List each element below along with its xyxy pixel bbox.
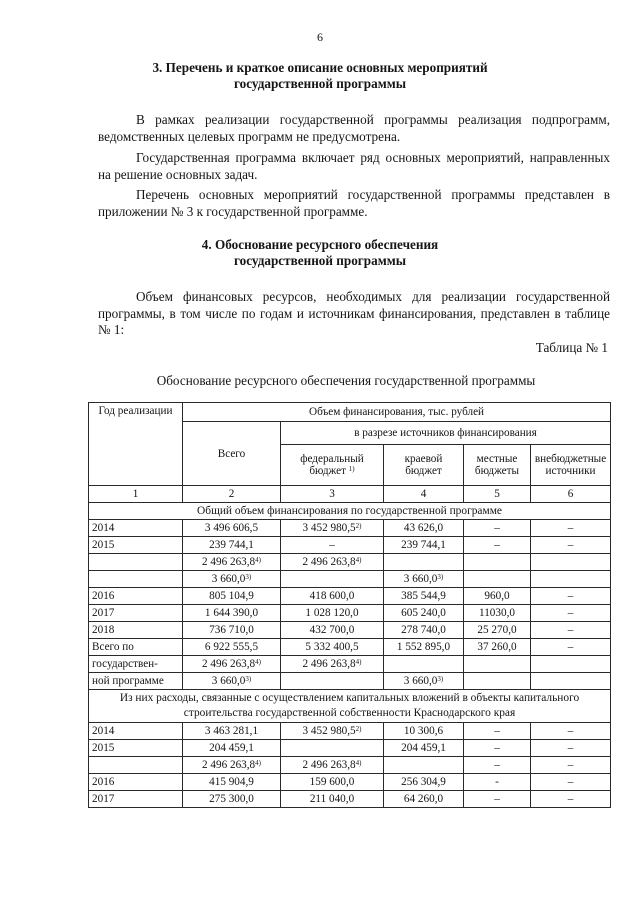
cell-federal-value: 5 332 400,5 bbox=[305, 641, 359, 653]
header-year: Год реализации bbox=[89, 403, 183, 486]
cell-regional-value: 385 544,9 bbox=[401, 590, 446, 602]
section-3-title-line1: 3. Перечень и краткое описание основных мероприятий bbox=[152, 60, 488, 75]
footnote-marker: 2) bbox=[355, 725, 362, 733]
cell-regional bbox=[384, 622, 464, 639]
cell-federal bbox=[281, 723, 384, 740]
section-4-title-line1: 4. Обоснование ресурсного обеспечения bbox=[201, 237, 439, 252]
cell-year-value: 2017 bbox=[92, 793, 115, 805]
cell-regional bbox=[384, 757, 464, 774]
cell-total bbox=[183, 537, 281, 554]
cell-total-value: 1 644 390,0 bbox=[204, 607, 259, 619]
table-row bbox=[89, 639, 611, 656]
section-3-paragraph-3: Перечень основных мероприятий государственной программы представлен в приложении № 3 к государственной программе. bbox=[98, 187, 610, 219]
cell-regional bbox=[384, 791, 464, 808]
cell-year bbox=[89, 740, 183, 757]
cell-federal bbox=[281, 774, 384, 791]
cell-federal bbox=[281, 588, 384, 605]
cell-total-value: 6 922 555,5 bbox=[204, 641, 259, 653]
cell-extra bbox=[531, 605, 611, 622]
cell-total bbox=[183, 723, 281, 740]
cell-total-value: 275 300,0 bbox=[209, 793, 254, 805]
cell-total bbox=[183, 639, 281, 656]
cell-federal bbox=[281, 537, 384, 554]
cell-extra bbox=[531, 791, 611, 808]
table-row bbox=[89, 791, 611, 808]
cell-extra-value: – bbox=[567, 624, 574, 636]
cell-local-value: 25 270,0 bbox=[477, 624, 517, 636]
header-total: Всего bbox=[183, 422, 281, 486]
cell-extra bbox=[531, 622, 611, 639]
cell-regional-value: 256 304,9 bbox=[401, 776, 446, 788]
cell-extra-value: – bbox=[567, 793, 574, 805]
cell-federal-value: – bbox=[329, 539, 335, 551]
cell-regional-value: 204 459,1 bbox=[401, 742, 446, 754]
cell-extra-value: – bbox=[567, 607, 574, 619]
cell-total-value: 3 463 281,1 bbox=[204, 725, 259, 737]
footnote-marker: 4) bbox=[355, 658, 362, 666]
cell-extra bbox=[531, 757, 611, 774]
financing-table bbox=[88, 402, 611, 808]
table-title: Обоснование ресурсного обеспечения государственной программы bbox=[156, 373, 536, 388]
col-number: 3 bbox=[281, 486, 384, 503]
cell-federal bbox=[281, 757, 384, 774]
footnote-marker: 3) bbox=[245, 573, 252, 581]
cell-total bbox=[183, 656, 281, 673]
cell-regional bbox=[384, 554, 464, 571]
cell-regional bbox=[384, 774, 464, 791]
cell-total-value: 2 496 263,8 bbox=[202, 759, 256, 771]
col-number: 6 bbox=[531, 486, 611, 503]
cell-regional-value: 239 744,1 bbox=[401, 539, 446, 551]
footnote-marker: 3) bbox=[245, 675, 252, 683]
cell-year-value: 2015 bbox=[92, 742, 115, 754]
cell-local-value: – bbox=[494, 742, 500, 754]
cell-federal-value: 418 600,0 bbox=[309, 590, 355, 602]
cell-year-value: 2014 bbox=[92, 725, 115, 737]
cell-federal-value: 159 600,0 bbox=[309, 776, 355, 788]
cell-regional bbox=[384, 656, 464, 673]
table-row bbox=[89, 622, 611, 639]
cell-extra bbox=[531, 571, 611, 588]
footnote-marker: 4) bbox=[355, 759, 362, 767]
cell-year-value: ной программе bbox=[92, 675, 164, 687]
cell-federal-value: 3 452 980,5 bbox=[302, 522, 356, 534]
cell-local-value: – bbox=[494, 759, 500, 771]
footnote-marker: 4) bbox=[255, 759, 261, 767]
header-extra: внебюджетные источники bbox=[531, 445, 611, 486]
cell-total bbox=[183, 740, 281, 757]
table-row bbox=[89, 520, 611, 537]
cell-local bbox=[464, 673, 531, 690]
cell-total-value: 204 459,1 bbox=[209, 742, 254, 754]
cell-federal bbox=[281, 622, 384, 639]
table-row bbox=[89, 673, 611, 690]
cell-regional bbox=[384, 588, 464, 605]
cell-regional bbox=[384, 520, 464, 537]
cell-year bbox=[89, 605, 183, 622]
header-volume: Объем финансирования, тыс. рублей bbox=[183, 403, 611, 422]
cell-year-value: 2017 bbox=[92, 607, 115, 619]
header-by-source: в разрезе источников финансирования bbox=[281, 422, 611, 445]
table-header bbox=[89, 403, 611, 520]
section-2-title: Из них расходы, связанные с осуществлением капитальных вложений в объекты капитального строительства государственной собственности Краснодарского края bbox=[89, 690, 611, 723]
cell-federal bbox=[281, 520, 384, 537]
cell-local-value: - bbox=[495, 776, 499, 788]
footnote-marker: 2) bbox=[355, 522, 362, 530]
section-1-title: Общий объем финансирования по государственной программе bbox=[89, 503, 611, 520]
cell-extra bbox=[531, 554, 611, 571]
cell-local bbox=[464, 639, 531, 656]
cell-federal bbox=[281, 554, 384, 571]
header-federal: федеральный бюджет $^{1)}$ bbox=[281, 445, 384, 486]
cell-federal bbox=[281, 791, 384, 808]
cell-regional-value: 64 260,0 bbox=[403, 793, 444, 805]
section-3-heading bbox=[0, 60, 640, 92]
cell-extra-value: – bbox=[567, 641, 574, 653]
cell-extra-value: – bbox=[567, 539, 574, 551]
cell-extra bbox=[531, 639, 611, 656]
cell-year-value: Всего по bbox=[92, 641, 134, 653]
cell-regional bbox=[384, 673, 464, 690]
cell-local bbox=[464, 656, 531, 673]
cell-extra bbox=[531, 656, 611, 673]
footnote-marker: 3) bbox=[437, 675, 444, 683]
cell-regional bbox=[384, 723, 464, 740]
cell-regional bbox=[384, 571, 464, 588]
cell-local-value: – bbox=[494, 793, 500, 805]
cell-federal bbox=[281, 605, 384, 622]
col-number: 2 bbox=[183, 486, 281, 503]
cell-regional-value: 1 552 895,0 bbox=[396, 641, 451, 653]
cell-local bbox=[464, 520, 531, 537]
section-4-paragraph: Объем финансовых ресурсов, необходимых для реализации государственной программы, в том числе по годам и источникам финансирования, представлен в таблице № 1: bbox=[98, 289, 610, 337]
table-row bbox=[89, 554, 611, 571]
cell-extra bbox=[531, 588, 611, 605]
cell-year-value: 2015 bbox=[92, 539, 115, 551]
cell-federal-value: 1 028 120,0 bbox=[305, 607, 359, 619]
footnote-marker: 4) bbox=[255, 556, 261, 564]
cell-year bbox=[89, 673, 183, 690]
cell-regional bbox=[384, 537, 464, 554]
cell-regional bbox=[384, 639, 464, 656]
cell-extra bbox=[531, 740, 611, 757]
cell-local-value: – bbox=[494, 522, 500, 534]
table-row bbox=[89, 774, 611, 791]
cell-local-value: 960,0 bbox=[484, 590, 510, 602]
page-number: 6 bbox=[317, 30, 323, 44]
cell-regional bbox=[384, 740, 464, 757]
section-2-rows bbox=[89, 723, 611, 808]
cell-total-value: 3 496 606,5 bbox=[204, 522, 259, 534]
cell-total bbox=[183, 554, 281, 571]
cell-regional-value: 43 626,0 bbox=[403, 522, 444, 534]
cell-local bbox=[464, 554, 531, 571]
cell-local bbox=[464, 791, 531, 808]
cell-regional-value: 10 300,6 bbox=[403, 725, 444, 737]
cell-local bbox=[464, 537, 531, 554]
cell-year bbox=[89, 791, 183, 808]
cell-year bbox=[89, 520, 183, 537]
cell-total-value: 3 660,0 bbox=[211, 573, 246, 585]
cell-total bbox=[183, 673, 281, 690]
cell-total bbox=[183, 622, 281, 639]
cell-local bbox=[464, 774, 531, 791]
section-4-title-line2: государственной программы bbox=[234, 253, 406, 268]
cell-extra-value: – bbox=[567, 725, 574, 737]
cell-local-value: 11030,0 bbox=[479, 607, 515, 619]
cell-local bbox=[464, 723, 531, 740]
header-local: местные бюджеты bbox=[464, 445, 531, 486]
cell-federal-value: 2 496 263,8 bbox=[302, 759, 356, 771]
section-2-header bbox=[89, 690, 611, 723]
cell-extra-value: – bbox=[567, 759, 574, 771]
cell-total-value: 736 710,0 bbox=[209, 624, 254, 636]
section-1-rows bbox=[89, 520, 611, 690]
table-row bbox=[89, 740, 611, 757]
table-row bbox=[89, 757, 611, 774]
cell-federal-value: 3 452 980,5 bbox=[302, 725, 356, 737]
cell-total bbox=[183, 757, 281, 774]
cell-regional-value: 278 740,0 bbox=[401, 624, 446, 636]
cell-year bbox=[89, 588, 183, 605]
footnote-marker: 4) bbox=[255, 658, 261, 666]
cell-total-value: 415 904,9 bbox=[209, 776, 254, 788]
cell-total bbox=[183, 605, 281, 622]
cell-federal-value: 2 496 263,8 bbox=[302, 556, 356, 568]
cell-extra bbox=[531, 723, 611, 740]
cell-extra bbox=[531, 774, 611, 791]
cell-regional-value: 3 660,0 bbox=[403, 573, 438, 585]
cell-year-value: 2018 bbox=[92, 624, 115, 636]
cell-year bbox=[89, 656, 183, 673]
cell-year-value: 2014 bbox=[92, 522, 115, 534]
cell-federal bbox=[281, 639, 384, 656]
cell-total bbox=[183, 791, 281, 808]
cell-total bbox=[183, 520, 281, 537]
cell-local bbox=[464, 571, 531, 588]
section-3-title-line2: государственной программы bbox=[234, 76, 406, 91]
col-number: 1 bbox=[89, 486, 183, 503]
cell-federal-value: 2 496 263,8 bbox=[302, 658, 356, 670]
cell-total bbox=[183, 571, 281, 588]
table-row bbox=[89, 588, 611, 605]
cell-year bbox=[89, 554, 183, 571]
section-4-heading bbox=[0, 237, 640, 269]
cell-year-value: государствен- bbox=[92, 658, 158, 670]
cell-local bbox=[464, 588, 531, 605]
section-3-paragraph-1: В рамках реализации государственной программы реализация подпрограмм, ведомственных целевых программ не предусмотрена. bbox=[98, 112, 610, 144]
footnote-marker: 4) bbox=[355, 556, 362, 564]
cell-federal-value: 211 040,0 bbox=[309, 793, 355, 805]
cell-local bbox=[464, 622, 531, 639]
cell-extra-value: – bbox=[567, 522, 574, 534]
cell-year bbox=[89, 622, 183, 639]
cell-total-value: 2 496 263,8 bbox=[202, 658, 256, 670]
cell-local-value: – bbox=[494, 725, 500, 737]
cell-federal bbox=[281, 673, 384, 690]
col-number: 4 bbox=[384, 486, 464, 503]
table-label: Таблица № 1 bbox=[535, 340, 608, 355]
cell-extra-value: – bbox=[567, 776, 574, 788]
footnote-marker: 3) bbox=[437, 573, 444, 581]
cell-local bbox=[464, 757, 531, 774]
cell-local-value: – bbox=[494, 539, 500, 551]
table-row bbox=[89, 537, 611, 554]
cell-local bbox=[464, 740, 531, 757]
table-row bbox=[89, 656, 611, 673]
cell-year-value: 2016 bbox=[92, 590, 115, 602]
cell-extra bbox=[531, 520, 611, 537]
table-row bbox=[89, 571, 611, 588]
cell-total-value: 239 744,1 bbox=[209, 539, 254, 551]
cell-local-value: 37 260,0 bbox=[477, 641, 517, 653]
cell-year-value: 2016 bbox=[92, 776, 115, 788]
cell-federal bbox=[281, 740, 384, 757]
cell-year bbox=[89, 639, 183, 656]
cell-year bbox=[89, 571, 183, 588]
cell-year bbox=[89, 537, 183, 554]
cell-local bbox=[464, 605, 531, 622]
cell-extra bbox=[531, 537, 611, 554]
cell-extra bbox=[531, 673, 611, 690]
table-row bbox=[89, 723, 611, 740]
cell-total bbox=[183, 774, 281, 791]
cell-federal bbox=[281, 656, 384, 673]
cell-federal bbox=[281, 571, 384, 588]
cell-year bbox=[89, 723, 183, 740]
section-3-paragraph-2: Государственная программа включает ряд основных мероприятий, направленных на решение основных задач. bbox=[98, 150, 610, 182]
col-number: 5 bbox=[464, 486, 531, 503]
cell-total-value: 805 104,9 bbox=[209, 590, 254, 602]
table-row bbox=[89, 605, 611, 622]
cell-regional bbox=[384, 605, 464, 622]
cell-total bbox=[183, 588, 281, 605]
cell-total-value: 3 660,0 bbox=[211, 675, 246, 687]
cell-regional-value: 3 660,0 bbox=[403, 675, 438, 687]
cell-year bbox=[89, 774, 183, 791]
cell-total-value: 2 496 263,8 bbox=[202, 556, 256, 568]
header-regional: краевой бюджет bbox=[384, 445, 464, 486]
cell-federal-value: 432 700,0 bbox=[309, 624, 355, 636]
cell-extra-value: – bbox=[567, 590, 574, 602]
cell-year bbox=[89, 757, 183, 774]
cell-extra-value: – bbox=[567, 742, 574, 754]
cell-regional-value: 605 240,0 bbox=[401, 607, 446, 619]
